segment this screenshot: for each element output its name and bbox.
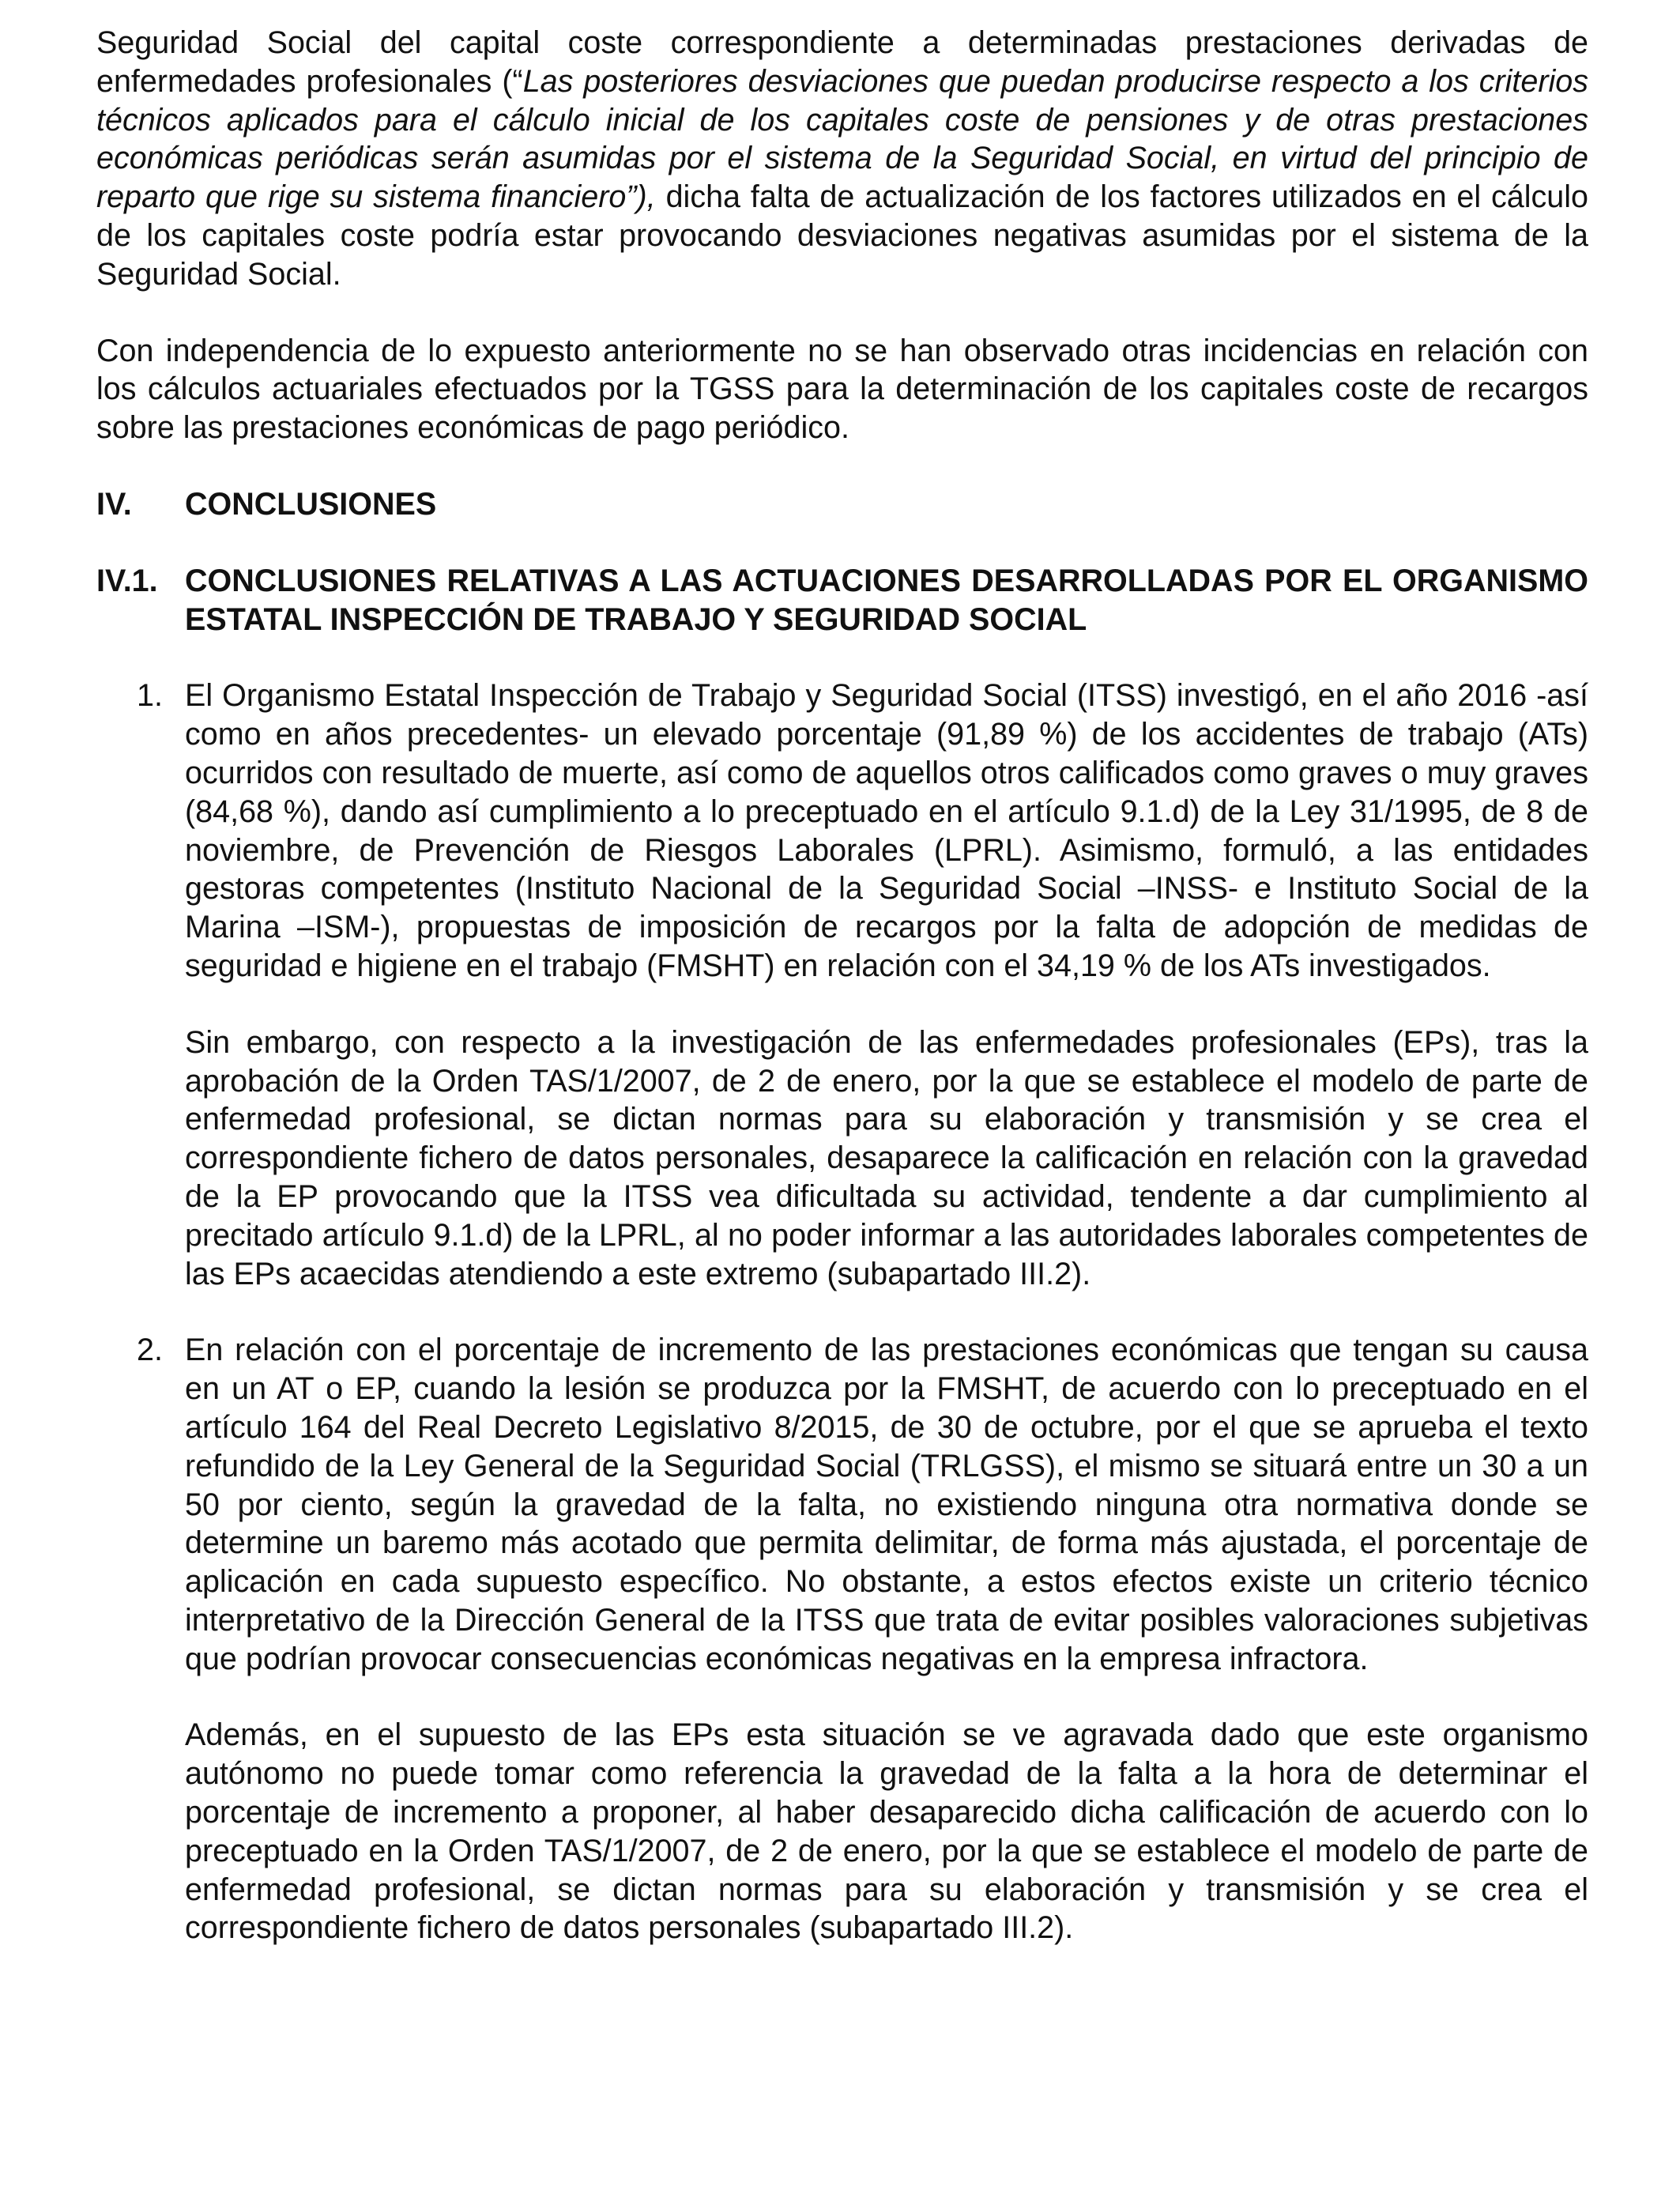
- list-item-body: [185, 677, 1588, 1293]
- intro-p1-quote-close: ”),: [626, 179, 656, 215]
- section-heading: [96, 485, 1588, 524]
- list-item-paragraph: Además, en el supuesto de las EPs esta situación se ve agravada dado que este organismo autónomo no puede tomar como referencia la gravedad de la falta a la hora de determinar el porcentaje de incremento a proponer, al haber desaparecido dicha calificación de acuerdo con lo preceptuado en la Orden TAS/1/2007, de 2 de enero, por la que se establece el modelo de parte de enfermedad profesional, se dictan normas para su elaboración y transmisión y se crea el correspondiente fichero de datos personales (subapartado III.2).: [185, 1717, 1588, 1946]
- list-item-marker: 2.: [137, 1333, 163, 1368]
- list-item-marker: 1.: [137, 678, 163, 714]
- document-page: [96, 24, 1588, 1947]
- list-item-paragraph: En relación con el porcentaje de incremento de las prestaciones económicas que tengan su causa en un AT o EP, cuando la lesión se produzca por la FMSHT, de acuerdo con lo preceptuado en el artículo 164 del Real Decreto Legislativo 8/2015, de 30 de octubre, por el que se aprueba el texto refundido de la Ley General de la Seguridad Social (TRLGSS), el mismo se situará entre un 30 a un 50 por ciento, según la gravedad de la falta, no existiendo ninguna otra normativa donde se determine un baremo más acotado que permita delimitar, de forma más ajustada, el porcentaje de aplicación en cada supuesto específico. No obstante, a estos efectos existe un criterio técnico interpretativo de la Dirección General de la ITSS que trata de evitar posibles valoraciones subjetivas que podrían provocar consecuencias económicas negativas en la empresa infractora.: [185, 1333, 1588, 1676]
- intro-paragraph-1: [96, 24, 1588, 294]
- list-item: [96, 677, 1588, 1293]
- subsection-heading: [96, 562, 1588, 639]
- list-item-paragraph: El Organismo Estatal Inspección de Trabajo y Seguridad Social (ITSS) investigó, en el año 2016 -así como en años precedentes- un elevado porcentaje (91,89 %) de los accidentes de trabajo (ATs) ocurridos con resultado de muerte, así como de aquellos otros calificados como graves o muy graves (84,68 %), dando así cumplimiento a lo preceptuado en el artículo 9.1.d) de la Ley 31/1995, de 8 de noviembre, de Prevención de Riesgos Laborales (LPRL). Asimismo, formuló, a las entidades gestoras competentes (Instituto Nacional de la Seguridad Social –INSS- e Instituto Social de la Marina –ISM-), propuestas de imposición de recargos por la falta de adopción de medidas de seguridad e higiene en el trabajo (FMSHT) en relación con el 34,19 % de los ATs investigados.: [185, 678, 1588, 983]
- section-title: CONCLUSIONES: [185, 486, 437, 522]
- intro-p1-end: dicha falta de actualización de los factores utilizados en el cálculo de los capitales coste podría estar provocando desviaciones negativas asumidas por el sistema de la Seguridad Social.: [96, 179, 1588, 292]
- list-item-paragraph: Sin embargo, con respecto a la investigación de las enfermedades profesionales (EPs), tras la aprobación de la Orden TAS/1/2007, de 2 de enero, por la que se establece el modelo de parte de enfermedad profesional, se dictan normas para su elaboración y transmisión y se crea el correspondiente fichero de datos personales, desaparece la calificación en relación con la gravedad de la EP provocando que la ITSS vea dificultada su actividad, tendente a dar cumplimiento al precitado artículo 9.1.d) de la LPRL, al no poder informar a las autoridades laborales competentes de las EPs acaecidas atendiendo a este extremo (subapartado III.2).: [185, 1024, 1588, 1291]
- conclusions-list: [96, 677, 1588, 1947]
- list-item: [96, 1331, 1588, 1947]
- intro-paragraph-2: Con independencia de lo expuesto anteriormente no se han observado otras incidencias en relación con los cálculos actuariales efectuados por la TGSS para la determinación de los capitales coste de recargos sobre las prestaciones económicas de pago periódico.: [96, 333, 1588, 446]
- list-item-body: [185, 1331, 1588, 1947]
- intro-p1-quote: Las posteriores desviaciones que puedan producirse respecto a los criterios técnicos aplicados para el cálculo inicial de los capitales coste de pensiones y de otras prestaciones económicas periódicas serán asumidas por el sistema de la Seguridad Social, en virtud del principio de reparto que rige su sistema financiero: [96, 63, 1588, 215]
- subsection-title: CONCLUSIONES RELATIVAS A LAS ACTUACIONES DESARROLLADAS POR EL ORGANISMO ESTATAL INSPECCIÓN DE TRABAJO Y SEGURIDAD SOCIAL: [185, 563, 1588, 637]
- subsection-number: IV.1.: [96, 563, 158, 598]
- intro-p1-start: Seguridad Social del capital coste correspondiente a determinadas prestaciones derivadas de enfermedades profesionales (“: [96, 25, 1588, 99]
- section-number: IV.: [96, 486, 132, 522]
